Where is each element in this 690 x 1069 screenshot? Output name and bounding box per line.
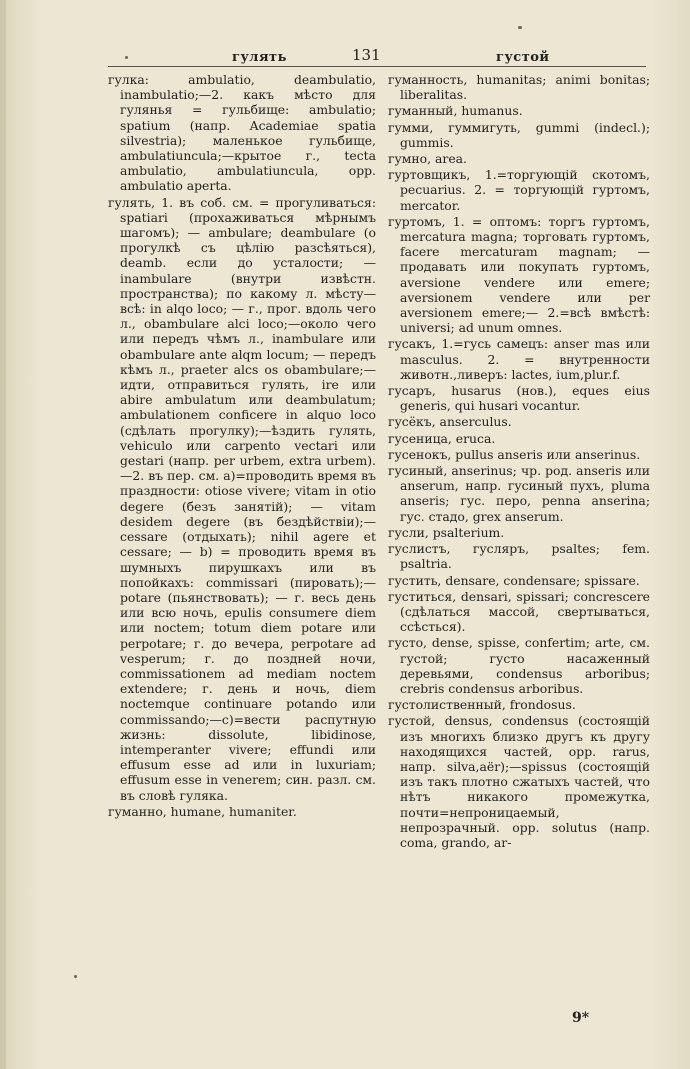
paper-spot: [518, 26, 522, 29]
header-rule: [108, 66, 646, 67]
running-head-left: гулять: [232, 50, 287, 65]
signature-mark: 9*: [572, 1010, 590, 1026]
dictionary-entry: гуртомъ, 1. = оптомъ: торгъ гуртомъ, mercatura magna; торговать гуртомъ, facere mercaturam magnam; — продавать или покупать гуртомъ, aversione vendere или emere; aversionem vendere или per aversionem emere;— 2.=всѣ вмѣстѣ: universi; ad unum omnes.: [388, 213, 650, 336]
dictionary-entry: гусаръ, husarus (нов.), eques eius generis, qui husari vocantur.: [388, 383, 650, 414]
page-number: 131: [352, 46, 381, 64]
dictionary-entry: гусиный, anserinus; чр. род. anseris или anserum, напр. гусиный пухъ, pluma anseris; гус. перо, penna anserina; гус. стадо, grex anserum.: [388, 463, 650, 524]
dictionary-entry: гуманный, humanus.: [388, 103, 523, 119]
dictionary-entry: гумно, area.: [388, 151, 467, 167]
running-head-right: густой: [496, 50, 550, 65]
dictionary-entry: густить, densare, condensare; spissare.: [388, 572, 640, 588]
dictionary-entry: гуслистъ, гусляръ, psaltes; fem. psaltria.: [388, 541, 650, 572]
left-column: [108, 72, 376, 820]
dictionary-entry: гуртовщикъ, 1.=торгующій скотомъ, pecuarius. 2. = торгующій гуртомъ, mercator.: [388, 167, 650, 213]
dictionary-entry: густолиственный, frondosus.: [388, 697, 576, 713]
dictionary-entry: гусакъ, 1.=гусь самецъ: anser mas или masculus. 2. = внутренности животн.,ливеръ: lactes, ium,plur.f.: [388, 336, 650, 382]
dictionary-entry: гусёкъ, anserculus.: [388, 414, 512, 430]
dictionary-entry: гулять, 1. въ соб. см. = прогуливаться: spatiari (прохаживаться мѣрнымъ шагомъ); — ambulare; deambulare (о прогулкѣ съ цѣлію разсѣяться), deamb. если до усталости; — inambulare (внутри извѣстн. пространства); по какому л. мѣсту—всѣ: in alqo loco; — г., прог. вдоль чего л., obambulare alci loco;—около чего или передъ чѣмъ л., inambulare или obambulare ante alqm locum; — передъ кѣмъ л., praeter alcs os obambulare;—идти, отправиться гулять, ire или abire ambulatum или deambulatum; ambulationem conficere in alquo loco (сдѣлать прогулку);—ѣздить гулять, vehiculo или carpento vectari или gestari (напр. per urbem, extra urbem).—2. въ пер. см. a)=проводить время въ праздности: otiose vivere; vitam in otio degere (безъ занятій); — vitam desidem degere (въ бездѣйствіи);— cessare (отдыхать); nihil agere et cessare; — b) = проводить время въ шумныхъ пирушкахъ или въ попойкахъ: commissari (пировать);—potare (пьянствовать); — г. весь день или всю ночь, epulis consumere diem или noctem; totum diem potare или perpotare; г. до вечера, perpotare ad vesperum; г. до поздней ночи, commissationem ad mediam noctem extendere; г. день и ночь, diem noctemque continuare potando или commissando;—c)=вести распутную жизнь: dissolute, libidinose, intemperanter vivere; effundi или effusum esse ad или in luxuriam; effusum esse in venerem; син. разл. см. въ словѣ гуляка.: [108, 194, 376, 803]
page-header: [0, 40, 690, 64]
dictionary-entry: гумми, гуммигуть, gummi (indecl.); gummis.: [388, 119, 650, 150]
dictionary-entry: гусли, psalterium.: [388, 524, 505, 540]
dictionary-entry: гусеница, eruca.: [388, 430, 496, 446]
dictionary-entry: гуманность, humanitas; animi bonitas; liberalitas.: [388, 72, 650, 103]
dictionary-entry: гулка: ambulatio, deambulatio, inambulatio;—2. какъ мѣсто для гулянья = гульбище: ambulatio; spatium (напр. Academiae spatia silvestria); маленькое гульбище, ambulatiuncula;—крытое г., tecta ambulatio, ambulatiuncula, opp. ambulatio aperta.: [108, 72, 376, 194]
dictionary-entry: густо, dense, spisse, confertim; arte, см. густой; густо насаженный деревьями, condensus arboribus; crebris condensus arboribus.: [388, 635, 650, 696]
right-column: [388, 72, 650, 851]
page-spine-shadow: [0, 0, 6, 1069]
paper-spot: [125, 56, 128, 59]
dictionary-entry: гусенокъ, pullus anseris или anserinus.: [388, 446, 641, 462]
dictionary-entry: густиться, densari, spissari; concrescere (сдѣлаться массой, свертываться, ссѣсться).: [388, 588, 650, 635]
paper-spot: [74, 975, 77, 978]
dictionary-entry: густой, densus, condensus (состоящій изъ многихъ близко другъ къ другу находящихся частей, opp. rarus, напр. silva,aër);—spissus (состоящій изъ такъ плотно сжатыхъ частей, что нѣтъ никакого промежутка, почти=непроницаемый, непрозрачный. opp. solutus (напр. coma, grando, ar-: [388, 713, 650, 850]
dictionary-entry: гуманно, humane, humaniter.: [108, 803, 297, 819]
